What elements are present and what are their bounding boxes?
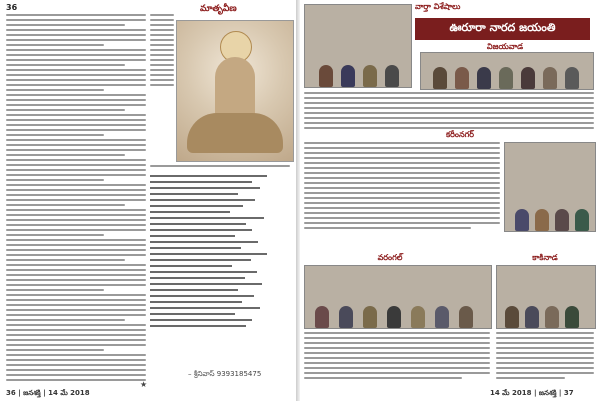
article-column-1 bbox=[6, 14, 146, 384]
goddess-illustration bbox=[176, 20, 294, 162]
section-karimnagar: కరీంనగర్ bbox=[446, 130, 474, 139]
photo-warangal bbox=[304, 265, 492, 329]
section-warangal: వరంగల్ bbox=[377, 253, 403, 262]
page-number-left: 36 bbox=[6, 3, 18, 12]
photo-vijayawada-left bbox=[304, 4, 412, 88]
poem-verses bbox=[150, 175, 296, 375]
article-warangal-text bbox=[304, 332, 490, 388]
article-karimnagar-text bbox=[304, 142, 500, 232]
article-kakinada-text bbox=[496, 332, 594, 388]
end-star-icon: ★ bbox=[140, 380, 148, 389]
footer-right: 14 మే 2018 | జనశక్తి | 37 bbox=[490, 389, 574, 397]
poem-author: – శ్రీనివాస్ 9393185475 bbox=[188, 370, 262, 378]
photo-vijayawada-right bbox=[420, 52, 594, 90]
photo-kakinada bbox=[496, 265, 596, 329]
section-vijayawada: విజయవాడ bbox=[486, 42, 524, 51]
article-column-2-top bbox=[150, 14, 174, 164]
left-page bbox=[0, 0, 297, 401]
article-vijayawada-text bbox=[304, 92, 594, 132]
footer-left: 36 | జనశక్తి | 14 మే 2018 bbox=[6, 389, 90, 397]
poem-title: మాతృవీణ bbox=[200, 4, 237, 14]
photo-karimnagar bbox=[504, 142, 596, 232]
poem-intro bbox=[150, 165, 290, 173]
article-banner: ఊరూరా నారద జయంతి bbox=[415, 18, 590, 40]
section-kakinada: కాకినాడ bbox=[532, 253, 558, 262]
section-header: వార్తా విశేషాలు bbox=[415, 2, 461, 11]
